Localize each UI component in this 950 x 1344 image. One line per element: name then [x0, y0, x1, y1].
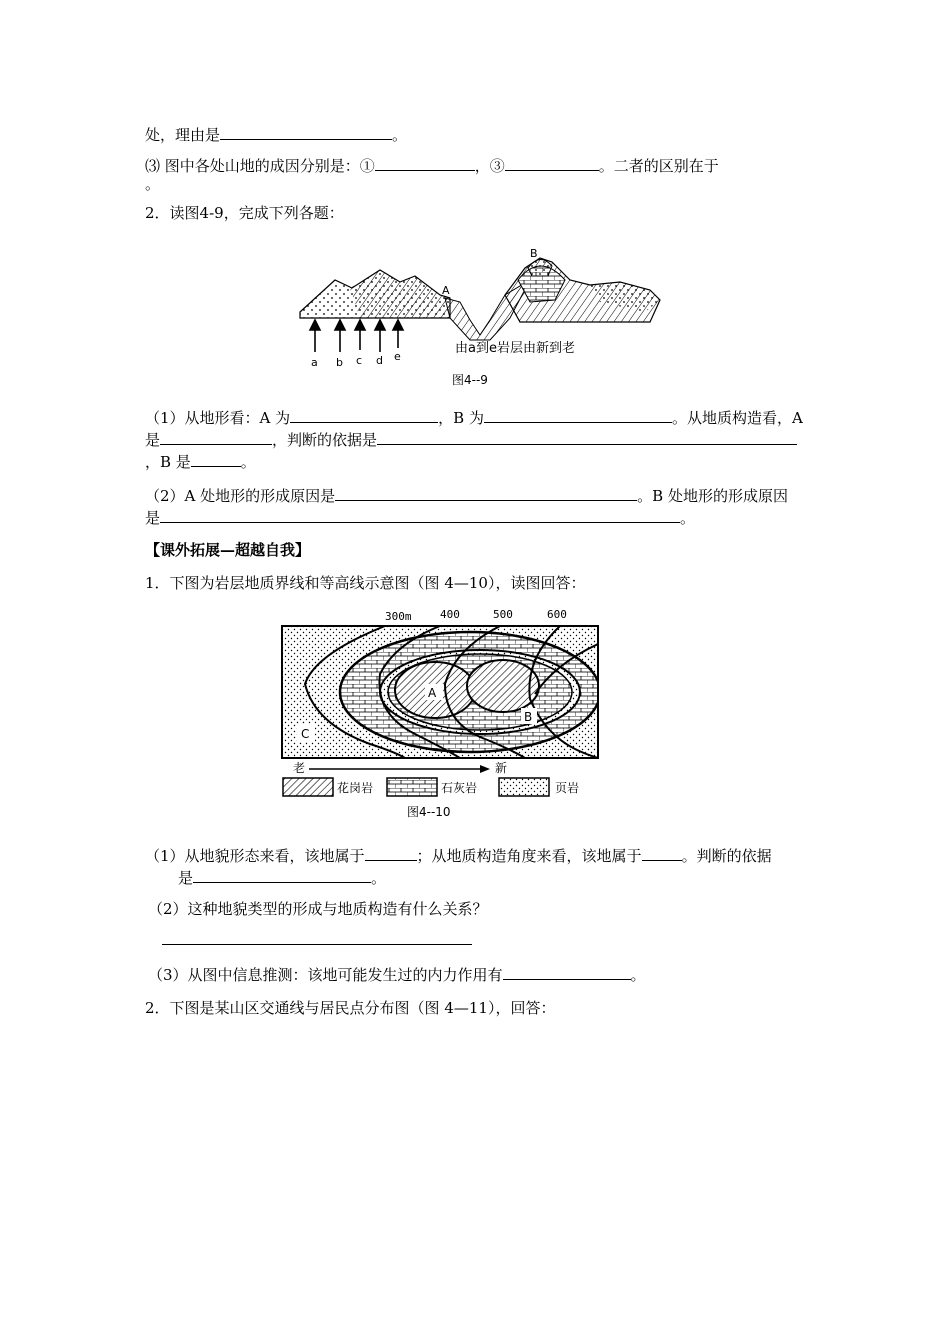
A-terrain-blank[interactable] — [290, 406, 438, 423]
contour-400: 400 — [440, 608, 460, 621]
q2-2-is: 是 — [145, 509, 161, 527]
arrow-label-e: e — [394, 350, 401, 363]
q2-1-struct-label: 。从地质构造看，A — [671, 409, 803, 427]
q2-1-is: 是 — [145, 431, 161, 449]
landform-blank[interactable] — [365, 844, 417, 861]
q2-1-line2 — [145, 428, 797, 450]
B-cause-blank[interactable] — [160, 506, 680, 523]
left-strata — [350, 270, 450, 318]
punct: 。 — [630, 966, 646, 984]
reason-blank[interactable] — [220, 123, 392, 140]
ext-1-is: 是 — [178, 869, 194, 887]
q2-2-line1 — [145, 484, 788, 506]
legend-granite: 花岗岩 — [337, 781, 374, 795]
ext-1-label: （1）从地貌形态来看，该地属于 — [145, 847, 365, 865]
punct: 。 — [680, 509, 696, 527]
ext-1-line2 — [178, 866, 386, 888]
A-cause-blank[interactable] — [335, 484, 637, 501]
ext-1-basis-label: 。判断的依据 — [681, 847, 772, 865]
B-terrain-blank[interactable] — [484, 406, 672, 423]
ext-q1-title: 1．下图为岩层地质界线和等高线示意图（图 4—10），读图回答： — [145, 574, 586, 592]
granite-B — [467, 660, 539, 712]
q3-diff-label: 。二者的区别在于 — [598, 157, 719, 175]
fig9-caption: 图4--9 — [452, 373, 488, 387]
fig9-label-B: B — [530, 247, 538, 260]
basis-blank[interactable] — [377, 428, 797, 445]
cause3-blank[interactable] — [505, 154, 599, 171]
legend-limestone-swatch — [387, 778, 437, 796]
fig10-label-A: A — [428, 686, 437, 700]
q2-2-label: （2）A 处地形的形成原因是 — [145, 487, 336, 505]
reason-label: 处，理由是 — [145, 126, 221, 144]
ext-1-line1 — [145, 844, 772, 866]
q2-1-b-label: ，B 为 — [438, 409, 484, 427]
legend-shale-swatch — [499, 778, 549, 796]
fig10-label-B: B — [524, 710, 533, 724]
legend-shale: 页岩 — [555, 781, 580, 795]
fig9-note: 由a到e岩层由新到老 — [455, 341, 575, 356]
ext-2-answer-blank[interactable] — [162, 928, 472, 945]
contour-500: 500 — [493, 608, 513, 621]
punct: 。 — [392, 126, 408, 144]
q3-line — [145, 154, 719, 176]
contour-300: 300m — [385, 610, 412, 623]
legend-granite-swatch — [283, 778, 333, 796]
figure-4-10 — [275, 604, 615, 826]
internal-force-blank[interactable] — [503, 963, 631, 980]
A-structure-blank[interactable] — [160, 428, 272, 445]
q2-1-label: （1）从地形看：A 为 — [145, 409, 291, 427]
q2-1-basis-label: ，判断的依据是 — [272, 431, 378, 449]
q2-2-b-label: 。B 处地形的形成原因 — [637, 487, 788, 505]
contour-600: 600 — [547, 608, 567, 621]
anticline-top — [528, 259, 552, 276]
section-heading: 【课外拓展—超越自我】 — [145, 541, 311, 559]
new-label: 新 — [495, 761, 508, 775]
ext-q2-title: 2．下图是某山区交通线与居民点分布图（图 4—11），回答： — [145, 999, 556, 1017]
figure-4-9 — [290, 240, 670, 390]
q2-1-line1 — [145, 406, 803, 428]
q3-sep: ，③ — [474, 157, 505, 175]
q3-end: 。 — [145, 175, 161, 193]
legend-limestone: 石灰岩 — [441, 781, 478, 795]
q3-label: ⑶ 图中各处山地的成因分别是：① — [145, 157, 375, 175]
B-structure-blank[interactable] — [191, 450, 241, 467]
q-reason-line — [145, 123, 407, 145]
old-label: 老 — [293, 761, 306, 775]
fig10-label-C: C — [301, 727, 310, 741]
q2-2-line2 — [145, 506, 695, 528]
ext-3-label: （3）从图中信息推测：该地可能发生过的内力作用有 — [148, 966, 503, 984]
ext-basis-blank[interactable] — [193, 866, 371, 883]
punct: 。 — [240, 453, 256, 471]
arrow-label-b: b — [336, 356, 343, 369]
arrow-label-d: d — [376, 354, 383, 367]
structure-blank[interactable] — [642, 844, 682, 861]
punct: 。 — [371, 869, 387, 887]
arrows — [310, 320, 403, 352]
fig9-label-A: A — [442, 284, 450, 297]
ext-3-line — [148, 963, 646, 985]
ext-1-struct-label: ；从地质构造角度来看，该地属于 — [416, 847, 642, 865]
q2-1-B-label: ，B 是 — [145, 453, 191, 471]
q2-1-line3 — [145, 450, 256, 472]
fig10-caption: 图4--10 — [407, 805, 451, 819]
q2-title: 2．读图4-9，完成下列各题： — [145, 204, 344, 222]
arrow-label-a: a — [311, 356, 318, 369]
arrow-label-c: c — [356, 354, 363, 367]
ext-2-question: （2）这种地貌类型的形成与地质构造有什么关系？ — [148, 900, 488, 918]
cause1-blank[interactable] — [375, 154, 475, 171]
